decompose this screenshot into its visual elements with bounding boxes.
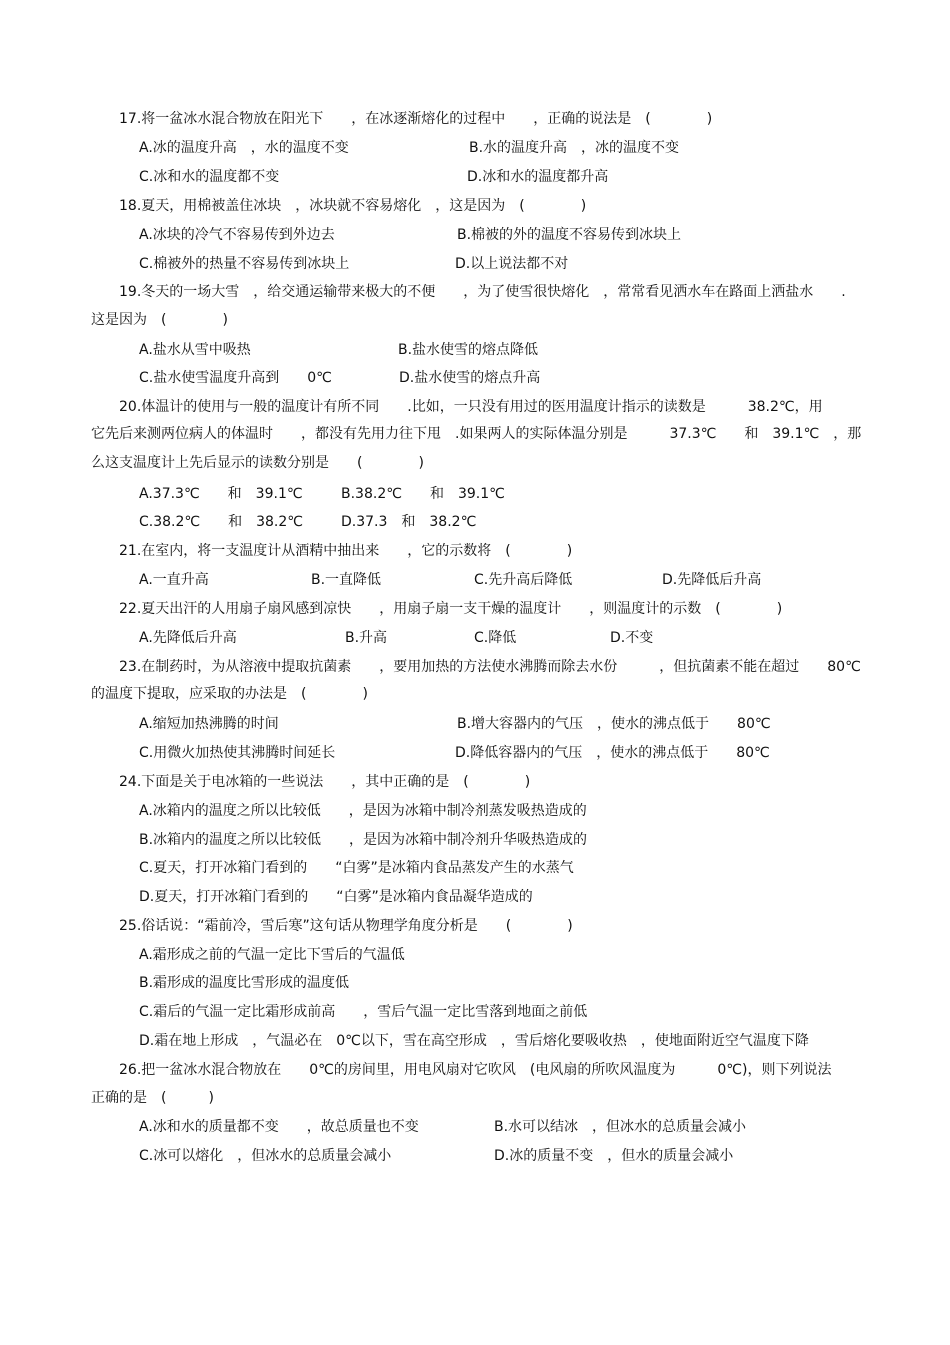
q20-stem-line3: 么这支温度计上先后显示的读数分别是 ( ) (91, 455, 424, 471)
q20-option-b: B.38.2℃ 和 39.1℃ (341, 486, 505, 502)
q25-option-b: B.霜形成的温度比雪形成的温度低 (139, 975, 350, 991)
q22-option-c: C.降低 (474, 630, 517, 646)
q18-option-a: A.冰块的冷气不容易传到外边去 (139, 227, 335, 243)
q21-option-c: C.先升高后降低 (474, 572, 573, 588)
q26-option-d: D.冰的质量不变 ，但水的质量会减小 (494, 1148, 734, 1164)
q25-option-c: C.霜后的气温一定比霜形成前高 ，雪后气温一定比雪落到地面之前低 (139, 1004, 588, 1020)
q23-option-a: A.缩短加热沸腾的时间 (139, 716, 279, 732)
q17-option-c: C.冰和水的温度都不变 (139, 169, 280, 185)
q19-option-c: C.盐水使雪温度升高到 0℃ (139, 370, 332, 386)
q22-option-b: B.升高 (345, 630, 388, 646)
q20-option-d: D.37.3 和 38.2℃ (341, 514, 477, 530)
q25-option-d: D.霜在地上形成 ，气温必在 0℃以下，雪在高空形成 ，雪后熔化要吸收热 ，使地面附近空气温度下降 (139, 1033, 809, 1049)
q23-option-b: B.增大容器内的气压 ，使水的沸点低于 80℃ (457, 716, 771, 732)
q19-option-b: B.盐水使雪的熔点降低 (398, 342, 539, 358)
q22-stem: 22.夏天出汗的人用扇子扇风感到凉快 ，用扇子扇一支干燥的温度计 ，则温度计的示数 ( ) (119, 601, 783, 617)
q17-option-a: A.冰的温度升高 ，水的温度不变 (139, 140, 349, 156)
q18-option-b: B.棉被的外的温度不容易传到冰块上 (457, 227, 682, 243)
q26-option-a: A.冰和水的质量都不变 ，故总质量也不变 (139, 1119, 419, 1135)
q21-option-b: B.一直降低 (311, 572, 382, 588)
q26-stem-line1: 26.把一盆冰水混合物放在 0℃的房间里，用电风扇对它吹风 (电风扇的所吹风温度为 0℃)，则下列说法 (119, 1062, 832, 1078)
q25-stem: 25.俗话说：“霜前冷，雪后寒”这句话从物理学角度分析是 ( ) (119, 918, 573, 934)
q23-option-c: C.用微火加热使其沸腾时间延长 (139, 745, 336, 761)
q24-stem: 24.下面是关于电冰箱的一些说法 ，其中正确的是 ( ) (119, 774, 531, 790)
q24-option-a: A.冰箱内的温度之所以比较低 ，是因为冰箱中制冷剂蒸发吸热造成的 (139, 803, 587, 819)
q23-stem-line1: 23.在制药时，为从溶液中提取抗菌素 ，要用加热的方法使水沸腾而除去水份 ，但抗菌素不能在超过 80℃ (119, 659, 861, 675)
q26-option-c: C.冰可以熔化 ，但冰水的总质量会减小 (139, 1148, 392, 1164)
q26-option-b: B.水可以结冰 ，但冰水的总质量会减小 (494, 1119, 747, 1135)
q19-stem-line2: 这是因为 ( ) (91, 312, 228, 328)
q20-stem-line1: 20.体温计的使用与一般的温度计有所不同 .比如，一只没有用过的医用温度计指示的读数是 38.2℃，用 (119, 399, 823, 415)
q20-stem-line2: 它先后来测两位病人的体温时 ，都没有先用力往下甩 .如果两人的实际体温分别是 37.3℃ 和 39.1℃ ，那 (91, 426, 862, 442)
q18-option-c: C.棉被外的热量不容易传到冰块上 (139, 256, 350, 272)
q18-option-d: D.以上说法都不对 (455, 256, 569, 272)
q26-stem-line2: 正确的是 ( ) (91, 1090, 214, 1106)
q20-option-c: C.38.2℃ 和 38.2℃ (139, 514, 304, 530)
q25-option-a: A.霜形成之前的气温一定比下雪后的气温低 (139, 947, 405, 963)
q22-option-d: D.不变 (610, 630, 654, 646)
q24-option-b: B.冰箱内的温度之所以比较低 ，是因为冰箱中制冷剂升华吸热造成的 (139, 832, 588, 848)
q23-option-d: D.降低容器内的气压 ，使水的沸点低于 80℃ (455, 745, 770, 761)
q18-stem: 18.夏天，用棉被盖住冰块 ，冰块就不容易熔化 ，这是因为 ( ) (119, 198, 587, 214)
q19-option-a: A.盐水从雪中吸热 (139, 342, 251, 358)
q24-option-d: D.夏天，打开冰箱门看到的 “白雾”是冰箱内食品凝华造成的 (139, 889, 533, 905)
q21-option-a: A.一直升高 (139, 572, 209, 588)
q17-option-d: D.冰和水的温度都升高 (467, 169, 609, 185)
q17-stem: 17.将一盆冰水混合物放在阳光下 ，在冰逐渐熔化的过程中 ，正确的说法是 ( ) (119, 111, 713, 127)
q24-option-c: C.夏天，打开冰箱门看到的 “白雾”是冰箱内食品蒸发产生的水蒸气 (139, 860, 574, 876)
q20-option-a: A.37.3℃ 和 39.1℃ (139, 486, 303, 502)
q19-stem-line1: 19.冬天的一场大雪 ，给交通运输带来极大的不便 ，为了使雪很快熔化 ，常常看见洒水车在路面上洒盐水 . (119, 284, 846, 300)
q19-option-d: D.盐水使雪的熔点升高 (399, 370, 541, 386)
q23-stem-line2: 的温度下提取，应采取的办法是 ( ) (91, 686, 368, 702)
q17-option-b: B.水的温度升高 ，冰的温度不变 (469, 140, 680, 156)
q22-option-a: A.先降低后升高 (139, 630, 237, 646)
q21-option-d: D.先降低后升高 (662, 572, 762, 588)
q21-stem: 21.在室内，将一支温度计从酒精中抽出来 ，它的示数将 ( ) (119, 543, 573, 559)
